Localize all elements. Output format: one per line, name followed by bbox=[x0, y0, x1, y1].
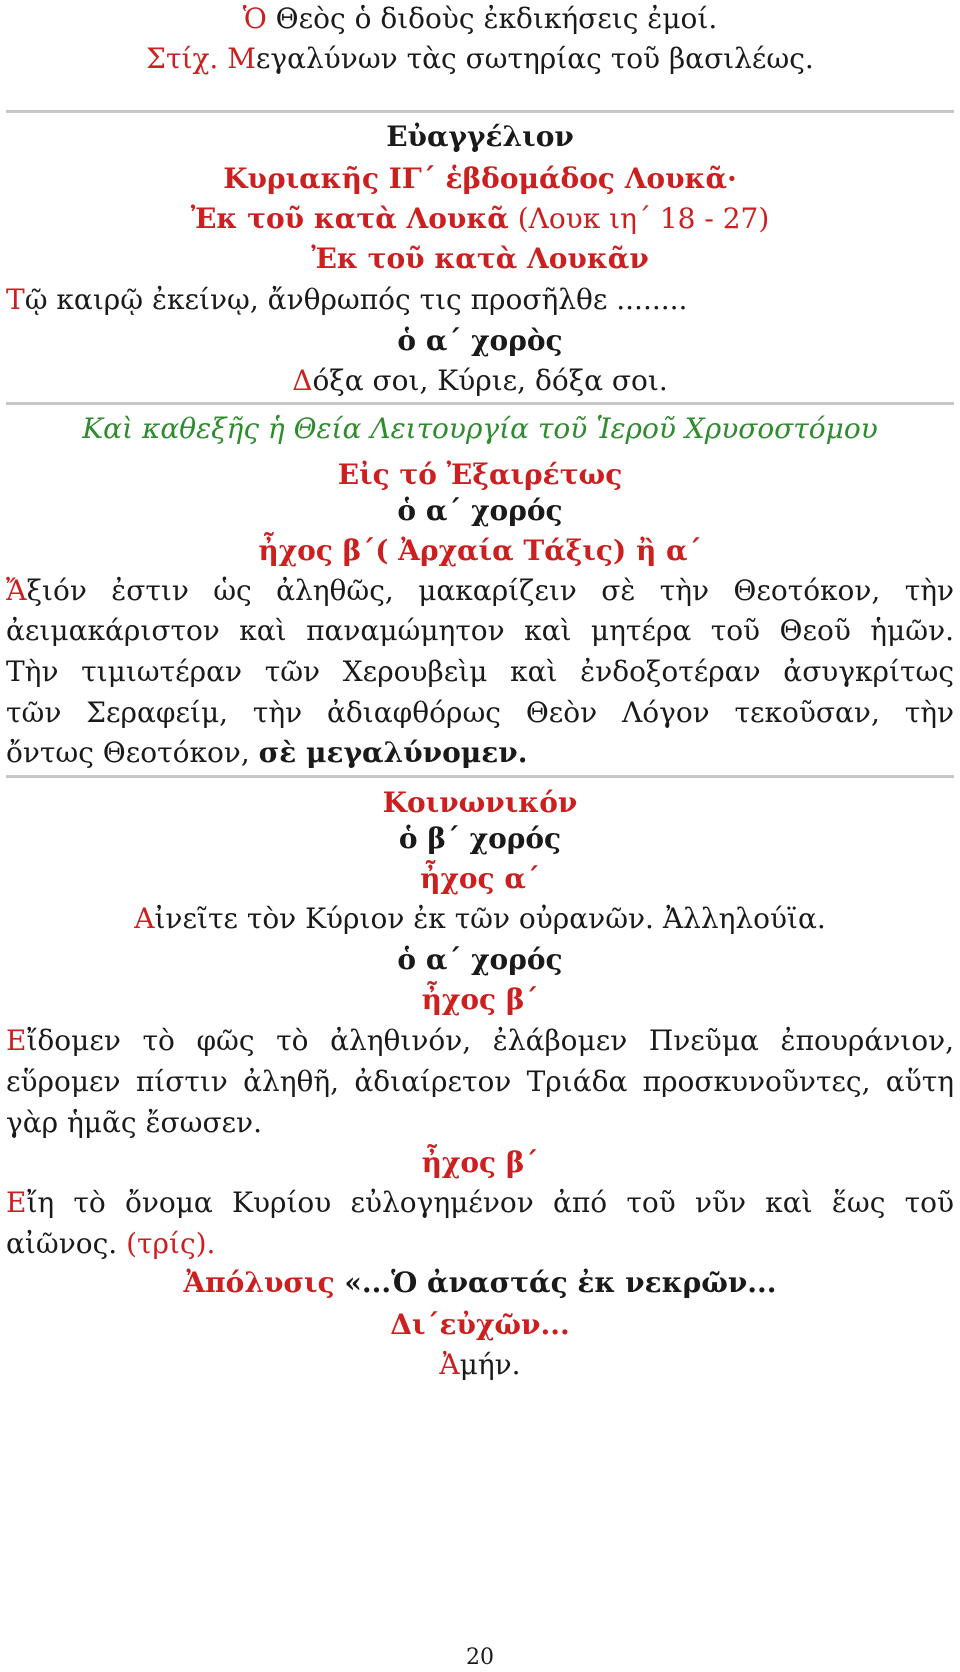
gospel-source-bold: Ἐκ τοῦ κατὰ Λουκᾶ bbox=[190, 202, 509, 235]
section-divider bbox=[6, 775, 954, 778]
hymn-line bbox=[6, 1227, 954, 1261]
dismissal-text: «...Ὁ ἀναστάς ἐκ νεκρῶν... bbox=[334, 1266, 777, 1299]
liturgy-title: Καὶ καθεξῆς ἡ Θεία Λειτουργία τοῦ Ἱεροῦ Χρυσοστόμου bbox=[82, 412, 878, 445]
gospel-reference: (Λουκ ιη΄ 18 - 27) bbox=[508, 202, 770, 235]
verse-line bbox=[0, 2, 960, 36]
hymn-line bbox=[6, 736, 954, 770]
tone-label: ἦχος β΄( Ἀρχαία Τάξις) ἢ α΄ bbox=[258, 534, 702, 567]
choir-label: ὁ β΄ χορός bbox=[398, 822, 562, 855]
hymn-ending: σὲ μεγαλύνομεν. bbox=[258, 736, 528, 769]
gospel-source bbox=[0, 202, 960, 236]
section-divider bbox=[6, 402, 954, 405]
glory-text: όξα σοι, Κύριε, δόξα σοι. bbox=[312, 364, 668, 397]
stichos-line bbox=[0, 42, 960, 76]
choir-label: ὁ α΄ χορός bbox=[397, 494, 563, 527]
red-initial: Τ bbox=[6, 283, 25, 316]
dismissal-label: Ἀπόλυσις bbox=[183, 1266, 335, 1299]
page-number: 20 bbox=[466, 1645, 494, 1670]
hymn-line: Τὴν τιμιωτέραν τῶν Χερουβεὶμ καὶ ἐνδοξοτέραν ἀσυγκρίτως bbox=[6, 655, 954, 688]
red-initial: Ὁ bbox=[242, 2, 267, 35]
red-initial: Ε bbox=[6, 1186, 27, 1219]
amen-text: μήν. bbox=[459, 1348, 521, 1381]
choir-label: ὁ α΄ χορός bbox=[397, 943, 563, 976]
communion-heading: Κοινωνικόν bbox=[382, 786, 578, 819]
hymn-line: τῶν Σεραφείμ, τὴν ἀδιαφθόρως Θεὸν Λόγον τεκοῦσαν, τὴν bbox=[6, 696, 954, 729]
communion-verse bbox=[0, 902, 960, 936]
section-divider bbox=[6, 110, 954, 113]
incipit-text: ῷ καιρῷ ἐκείνῳ, ἄνθρωπός τις προσῆλθε ........ bbox=[24, 283, 688, 316]
verse-text: Θεὸς ὁ διδοὺς ἐκδικήσεις ἐμοί. bbox=[266, 2, 718, 35]
dismissal-line bbox=[0, 1266, 960, 1300]
red-initial: Ἀ bbox=[439, 1348, 460, 1381]
tone-label: ἦχος α΄ bbox=[420, 862, 540, 895]
gospel-incipit bbox=[6, 283, 954, 317]
hymn-text: ὄντως Θεοτόκον, bbox=[6, 736, 259, 769]
hymn-line bbox=[6, 574, 954, 608]
red-initial: Ἄ bbox=[6, 574, 27, 607]
hymn-text: ξιόν ἐστιν ὡς ἀληθῶς, μακαρίζειν σὲ τὴν Θεοτόκον, τὴν bbox=[26, 574, 954, 607]
red-initial: Μ bbox=[218, 42, 256, 75]
stichos-label: Στίχ. bbox=[146, 42, 219, 75]
hymn-line bbox=[6, 1186, 954, 1220]
communion-text: ἰνεῖτε τὸν Κύριον ἐκ τῶν οὐρανῶν. Ἀλληλούϊα. bbox=[154, 902, 826, 935]
axion-heading: Εἰς τό Ἐξαιρέτως bbox=[337, 458, 623, 491]
hymn-line: εὕρομεν πίστιν ἀληθῆ, ἀδιαίρετον Τριάδα προσκυνοῦντες, αὕτη bbox=[6, 1065, 954, 1098]
gospel-heading: Εὐαγγέλιον bbox=[386, 120, 574, 153]
hymn-text: ἴδομεν τὸ φῶς τὸ ἀληθινόν, ἐλάβομεν Πνεῦμα ἐπουράνιον, bbox=[26, 1024, 954, 1057]
tone-label: ἦχος β΄ bbox=[421, 1146, 539, 1179]
tone-label: ἦχος β΄ bbox=[421, 983, 539, 1016]
glory-line bbox=[0, 364, 960, 398]
stichos-text: εγαλύνων τὰς σωτηρίας τοῦ βασιλέως. bbox=[255, 42, 814, 75]
hymn-line: ἀειμακάριστον καὶ παναμώμητον καὶ μητέρα τοῦ Θεοῦ ἡμῶν. bbox=[6, 614, 954, 647]
choir-label: ὁ α΄ χορὸς bbox=[397, 324, 563, 357]
thrice-note: (τρίς). bbox=[126, 1227, 216, 1260]
hymn-text: αἰῶνος. bbox=[6, 1227, 127, 1260]
gospel-source-2: Ἐκ τοῦ κατὰ Λουκᾶν bbox=[311, 242, 649, 275]
hymn-line: γὰρ ἡμᾶς ἔσωσεν. bbox=[6, 1106, 262, 1139]
red-initial: Δ bbox=[292, 364, 313, 397]
hymn-line bbox=[6, 1024, 954, 1058]
amen-line bbox=[0, 1348, 960, 1382]
red-initial: Α bbox=[134, 902, 155, 935]
red-initial: Ε bbox=[6, 1024, 27, 1057]
prayers-line: Δι΄εὐχῶν... bbox=[390, 1308, 570, 1341]
hymn-text: ἴη τὸ ὄνομα Κυρίου εὐλογημένον ἀπό τοῦ νῦν καὶ ἕως τοῦ bbox=[26, 1186, 954, 1219]
gospel-sunday: Κυριακῆς ΙΓ΄ ἑβδομάδος Λουκᾶ· bbox=[223, 162, 737, 195]
